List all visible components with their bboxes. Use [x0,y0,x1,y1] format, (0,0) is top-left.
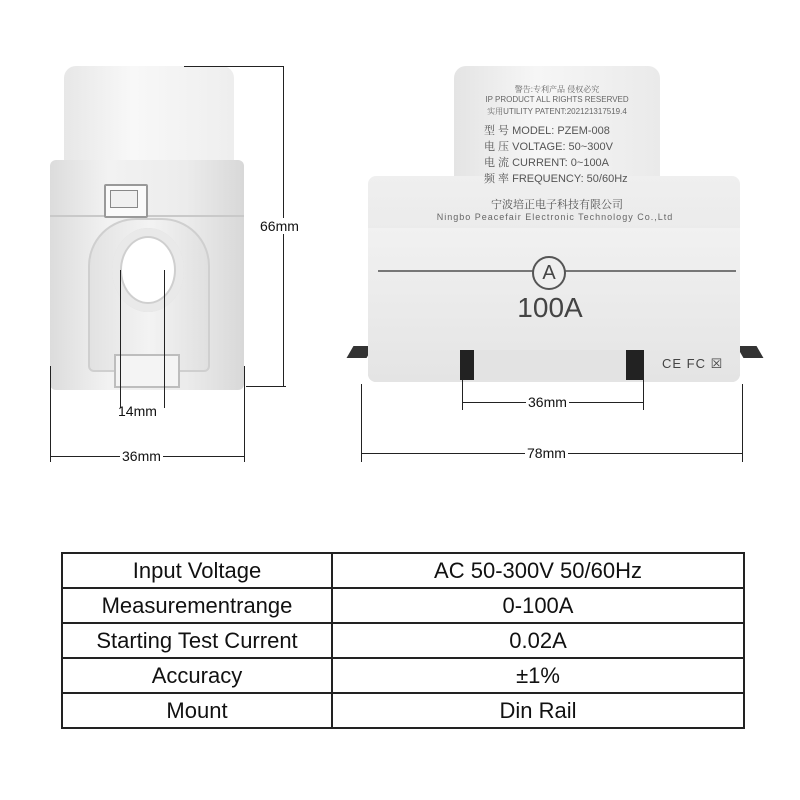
label-rights: IP PRODUCT ALL RIGHTS RESERVED [485,95,629,104]
left-hole-label: 14mm [118,403,157,419]
spec-label: Mount [62,693,332,728]
ampere-rating: 100A [517,292,583,323]
right-rail-label: 36mm [528,394,567,410]
label-frequency: 频 率 FREQUENCY: 50/60Hz [484,173,628,185]
label-voltage: 电 压 VOLTAGE: 50~300V [484,141,613,153]
dim-rail-right [643,380,644,410]
left-device-connector-socket [110,190,138,208]
dim-width-left [361,384,362,462]
spec-table [61,552,745,729]
spec-value: ±1% [332,658,744,693]
table-row [62,623,744,658]
dim-tick-bottom [246,386,286,387]
dim-hole-right [164,270,165,408]
table-row [62,553,744,588]
left-device-latch [114,354,180,388]
spec-label: Input Voltage [62,553,332,588]
label-patent: 实用UTILITY PATENT:202121317519.4 [487,107,627,116]
dim-hole-left [120,270,121,408]
table-row [62,588,744,623]
dim-width-right [742,384,743,462]
left-device-top-housing [64,66,234,168]
label-warning-cn: 警告:专利产品 侵权必究 [514,85,600,94]
din-rail-foot-right [626,350,644,380]
company-name-en: Ningbo Peacefair Electronic Technology Co.,Ltd [436,212,674,222]
dim-width-left [50,366,51,462]
ampere-symbol: A [532,256,566,290]
spec-value: 0.02A [332,623,744,658]
spec-label: Starting Test Current [62,623,332,658]
table-row [62,693,744,728]
table-row [62,658,744,693]
label-model: 型 号 MODEL: PZEM-008 [484,125,610,137]
left-width-label: 36mm [122,448,161,464]
company-name-cn: 宁波培正电子科技有限公司 [491,199,623,211]
label-current: 电 流 CURRENT: 0~100A [484,157,610,169]
certification-marks: CE FC ☒ [662,356,724,371]
spec-value: Din Rail [332,693,744,728]
spec-value: 0-100A [332,588,744,623]
din-rail-groove [474,350,626,380]
dim-rail-left [462,380,463,410]
spec-label: Accuracy [62,658,332,693]
spec-label: Measurementrange [62,588,332,623]
din-rail-clip-right [737,346,764,358]
left-height-label: 66mm [260,218,299,234]
right-width-label: 78mm [527,445,566,461]
din-rail-foot-left [460,350,474,380]
spec-value: AC 50-300V 50/60Hz [332,553,744,588]
left-device-ct-hole [112,228,184,312]
dim-width-right [244,366,245,462]
dim-tick-top [184,66,284,67]
